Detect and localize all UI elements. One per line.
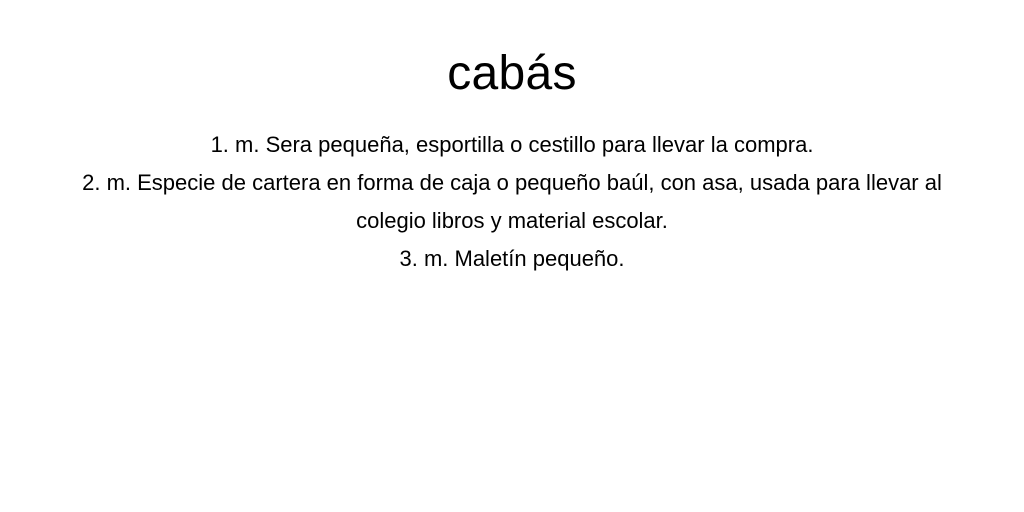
definition-1: 1. m. Sera pequeña, esportilla o cestillo para llevar la compra.	[210, 132, 814, 157]
definition-3: 3. m. Maletín pequeño.	[399, 246, 625, 271]
definition-2: 2. m. Especie de cartera en forma de caja o pequeño baúl, con asa, usada para llevar al colegio libros y material escolar.	[82, 170, 942, 233]
headword: cabás	[447, 47, 577, 100]
definition-list	[57, 126, 967, 278]
